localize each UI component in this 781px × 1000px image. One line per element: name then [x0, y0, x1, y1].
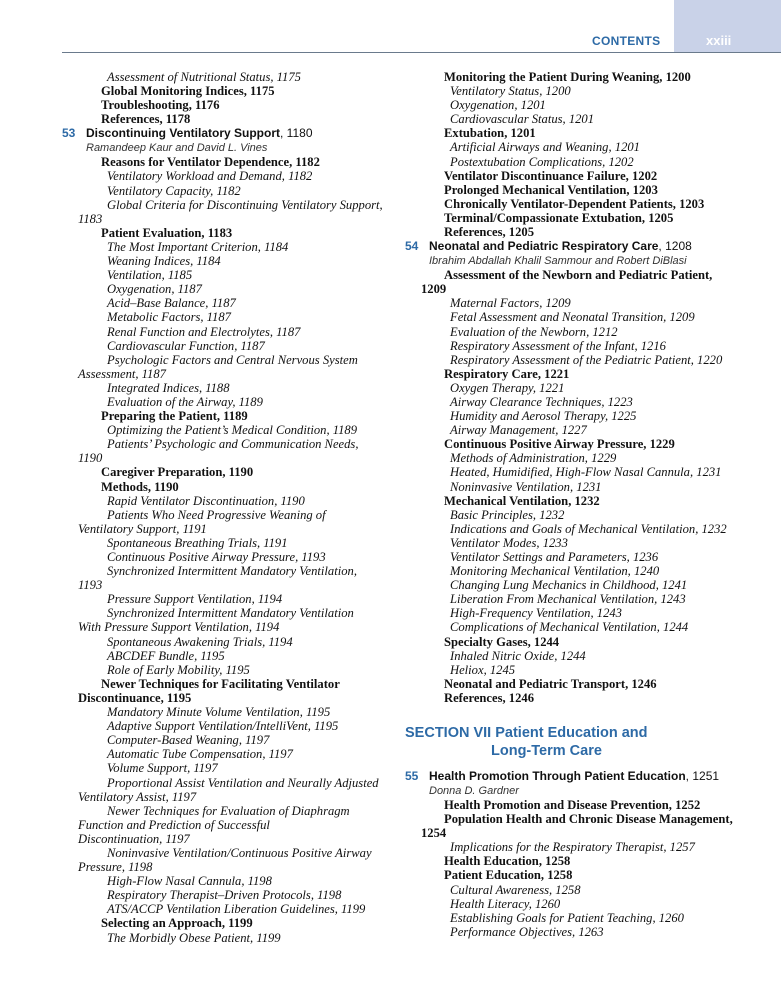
toc-subheading-entry[interactable]: Acid–Base Balance, 1187: [107, 296, 236, 311]
toc-subheading-entry[interactable]: Oxygen Therapy, 1221: [450, 380, 565, 395]
toc-subheading-entry[interactable]: Performance Objectives, 1263: [450, 924, 604, 939]
running-head: CONTENTS: [592, 34, 661, 48]
toc-subheading-entry[interactable]: Psychologic Factors and Central Nervous System: [107, 352, 358, 367]
toc-subheading-entry[interactable]: Airway Clearance Techniques, 1223: [450, 394, 633, 409]
chapter-authors: Donna D. Gardner: [429, 785, 519, 797]
toc-subheading-entry[interactable]: Health Literacy, 1260: [450, 896, 561, 911]
page-number: xxiii: [706, 33, 732, 48]
toc-heading-entry[interactable]: Monitoring the Patient During Weaning, 1200: [444, 70, 691, 84]
header-rule: [62, 52, 781, 53]
toc-subheading-entry[interactable]: Continuous Positive Airway Pressure, 1193: [107, 550, 326, 564]
toc-heading-entry[interactable]: Neonatal and Pediatric Transport, 1246: [444, 676, 657, 691]
toc-subheading-entry[interactable]: Evaluation of the Airway, 1189: [107, 394, 263, 409]
toc-subheading-entry[interactable]: Metabolic Factors, 1187: [107, 310, 231, 325]
toc-subheading-entry[interactable]: Implications for the Respiratory Therapist, 1257: [450, 840, 695, 855]
toc-subheading-entry[interactable]: ABCDEF Bundle, 1195: [107, 648, 225, 663]
toc-subheading-entry[interactable]: Maternal Factors, 1209: [450, 296, 571, 311]
section-heading-line1: SECTION VII Patient Education and: [405, 725, 648, 741]
toc-subheading-entry[interactable]: Cardiovascular Status, 1201: [450, 112, 595, 127]
toc-subheading-entry[interactable]: Integrated Indices, 1188: [107, 380, 230, 395]
toc-heading-entry[interactable]: Extubation, 1201: [444, 126, 536, 141]
toc-subheading-entry[interactable]: Ventilator Modes, 1233: [450, 535, 568, 550]
toc-heading-entry[interactable]: Newer Techniques for Facilitating Ventilator: [101, 676, 340, 691]
toc-subheading-entry[interactable]: Humidity and Aerosol Therapy, 1225: [450, 409, 637, 424]
toc-heading-entry[interactable]: Population Health and Chronic Disease Management,: [444, 812, 733, 827]
toc-heading-entry[interactable]: Health Education, 1258: [444, 854, 571, 869]
toc-heading-entry[interactable]: Methods, 1190: [101, 479, 179, 494]
toc-subheading-entry[interactable]: Complications of Mechanical Ventilation, 1244: [450, 620, 689, 635]
toc-subheading-entry[interactable]: Ventilator Settings and Parameters, 1236: [450, 550, 659, 564]
toc-subheading-entry[interactable]: Noninvasive Ventilation, 1231: [450, 479, 602, 494]
toc-heading-entry[interactable]: Continuous Positive Airway Pressure, 1229: [444, 437, 675, 452]
chapter-page: , 1180: [280, 126, 313, 141]
toc-subheading-entry[interactable]: Liberation From Mechanical Ventilation, 1243: [450, 592, 686, 607]
toc-subheading-entry[interactable]: Oxygenation, 1201: [450, 98, 546, 113]
toc-heading-entry[interactable]: Patient Education, 1258: [444, 868, 573, 883]
chapter-entry[interactable]: [62, 126, 402, 141]
chapter-title: Neonatal and Pediatric Respiratory Care: [429, 239, 659, 254]
toc-left-column: [62, 70, 402, 945]
toc-heading-entry[interactable]: Reasons for Ventilator Dependence, 1182: [101, 155, 320, 170]
chapter-page: , 1208: [658, 239, 692, 254]
toc-heading-entry[interactable]: Global Monitoring Indices, 1175: [101, 84, 275, 99]
toc-subheading-entry[interactable]: Postextubation Complications, 1202: [450, 154, 634, 169]
toc-subheading-entry[interactable]: Spontaneous Awakening Trials, 1194: [107, 634, 293, 649]
toc-subheading-entry[interactable]: Oxygenation, 1187: [107, 282, 202, 297]
toc-subheading-continuation[interactable]: Ventilatory Support, 1191: [78, 521, 207, 536]
toc-subheading-entry[interactable]: The Most Important Criterion, 1184: [107, 239, 289, 254]
toc-heading-entry[interactable]: Patient Evaluation, 1183: [101, 225, 233, 240]
toc-subheading-entry[interactable]: Renal Function and Electrolytes, 1187: [107, 324, 301, 339]
section-heading: [405, 724, 648, 760]
toc-subheading-entry[interactable]: Airway Management, 1227: [450, 423, 587, 438]
toc-subheading-continuation[interactable]: Ventilatory Assist, 1197: [78, 789, 197, 804]
chapter-number: 54: [405, 239, 419, 254]
toc-heading-continuation[interactable]: 1209: [421, 282, 447, 297]
toc-subheading-entry[interactable]: Methods of Administration, 1229: [450, 451, 617, 466]
toc-subheading-entry[interactable]: Ventilatory Workload and Demand, 1182: [107, 169, 313, 184]
toc-subheading-entry[interactable]: Evaluation of the Newborn, 1212: [450, 324, 618, 339]
toc-right-column: [405, 70, 745, 705]
toc-subheading-entry[interactable]: Optimizing the Patient’s Medical Condition, 1189: [107, 423, 357, 438]
toc-subheading-entry[interactable]: Basic Principles, 1232: [450, 507, 565, 522]
toc-subheading-entry[interactable]: Volume Support, 1197: [107, 761, 218, 776]
chapter-page: , 1251: [685, 769, 720, 783]
toc-subheading-continuation[interactable]: 1193: [78, 578, 103, 593]
toc-heading-entry[interactable]: Respiratory Care, 1221: [444, 366, 570, 381]
toc-heading-entry[interactable]: Preparing the Patient, 1189: [101, 409, 248, 424]
toc-subheading-entry[interactable]: Weaning Indices, 1184: [107, 254, 221, 269]
toc-subheading-entry[interactable]: Heliox, 1245: [450, 662, 516, 677]
toc-heading-entry[interactable]: Selecting an Approach, 1199: [101, 916, 253, 931]
toc-subheading-entry[interactable]: Changing Lung Mechanics in Childhood, 1241: [450, 578, 688, 593]
toc-subheading-entry[interactable]: The Morbidly Obese Patient, 1199: [107, 930, 281, 945]
toc-heading-entry[interactable]: Caregiver Preparation, 1190: [101, 465, 254, 480]
toc-subheading-entry[interactable]: Adaptive Support Ventilation/IntelliVent, 1195: [107, 719, 339, 734]
toc-heading-entry[interactable]: Terminal/Compassionate Extubation, 1205: [444, 210, 674, 225]
toc-subheading-entry[interactable]: Respiratory Assessment of the Pediatric Patient, 1220: [450, 352, 723, 367]
toc-subheading-continuation[interactable]: 1190: [78, 451, 103, 466]
toc-heading-entry[interactable]: References, 1178: [101, 112, 191, 127]
toc-subheading-continuation[interactable]: Function and Prediction of Successful: [78, 817, 270, 832]
toc-right-column-after-section: [405, 769, 745, 939]
chapter-entry[interactable]: [405, 769, 745, 784]
toc-heading-entry[interactable]: Assessment of the Newborn and Pediatric Patient,: [444, 268, 713, 283]
toc-subheading-entry[interactable]: Artificial Airways and Weaning, 1201: [450, 140, 640, 155]
toc-subheading-entry[interactable]: Establishing Goals for Patient Teaching, 1260: [450, 910, 684, 925]
toc-subheading-entry[interactable]: Ventilation, 1185: [107, 268, 193, 283]
chapter-authors: Ramandeep Kaur and David L. Vines: [86, 142, 268, 155]
chapter-number: 55: [405, 769, 419, 783]
toc-subheading-entry[interactable]: Computer-Based Weaning, 1197: [107, 733, 270, 748]
toc-subheading-entry[interactable]: Newer Techniques for Evaluation of Diaphragm: [107, 803, 350, 818]
toc-subheading-entry[interactable]: Heated, Humidified, High-Flow Nasal Cannula, 1231: [450, 465, 722, 480]
toc-heading-entry[interactable]: References, 1246: [444, 690, 534, 705]
toc-subheading-continuation[interactable]: Pressure, 1198: [78, 860, 153, 875]
toc-subheading-entry[interactable]: High-Flow Nasal Cannula, 1198: [107, 874, 272, 889]
toc-subheading-entry[interactable]: Ventilatory Status, 1200: [450, 84, 571, 99]
toc-heading-entry[interactable]: Prolonged Mechanical Ventilation, 1203: [444, 182, 658, 197]
toc-subheading-entry[interactable]: Monitoring Mechanical Ventilation, 1240: [450, 564, 660, 579]
toc-heading-entry[interactable]: Ventilator Discontinuance Failure, 1202: [444, 168, 658, 183]
toc-subheading-entry[interactable]: Patients’ Psychologic and Communication Needs,: [107, 437, 359, 452]
toc-subheading-entry[interactable]: Respiratory Assessment of the Infant, 1216: [450, 338, 666, 353]
toc-subheading-entry[interactable]: Rapid Ventilator Discontinuation, 1190: [107, 493, 305, 508]
toc-subheading-entry[interactable]: Cultural Awareness, 1258: [450, 882, 581, 897]
toc-subheading-entry[interactable]: Mandatory Minute Volume Ventilation, 1195: [107, 705, 331, 720]
toc-subheading-entry[interactable]: Inhaled Nitric Oxide, 1244: [450, 648, 586, 663]
toc-subheading-entry[interactable]: Respiratory Therapist–Driven Protocols, 1198: [107, 888, 342, 903]
section-heading-line2: Long-Term Care: [491, 743, 602, 759]
toc-subheading-entry[interactable]: Role of Early Mobility, 1195: [107, 662, 250, 677]
toc-heading-entry[interactable]: Troubleshooting, 1176: [101, 98, 220, 113]
toc-subheading-continuation[interactable]: With Pressure Support Ventilation, 1194: [78, 620, 280, 635]
toc-subheading-entry[interactable]: Spontaneous Breathing Trials, 1191: [107, 535, 288, 550]
toc-subheading-continuation[interactable]: 1183: [78, 211, 103, 226]
toc-subheading-entry[interactable]: Ventilatory Capacity, 1182: [107, 183, 241, 198]
toc-heading-entry[interactable]: Mechanical Ventilation, 1232: [444, 493, 600, 508]
chapter-authors: Ibrahim Abdallah Khalil Sammour and Robert DiBlasi: [429, 255, 687, 268]
toc-heading-entry[interactable]: Health Promotion and Disease Prevention, 1252: [444, 798, 701, 812]
toc-subheading-entry[interactable]: Global Criteria for Discontinuing Ventilatory Support,: [107, 197, 383, 212]
toc-heading-entry[interactable]: Specialty Gases, 1244: [444, 634, 560, 649]
chapter-title: Health Promotion Through Patient Education: [429, 769, 686, 783]
toc-subheading-entry[interactable]: Fetal Assessment and Neonatal Transition, 1209: [450, 310, 695, 325]
toc-subheading-entry[interactable]: Synchronized Intermittent Mandatory Ventilation: [107, 606, 354, 621]
toc-subheading-continuation[interactable]: Discontinuation, 1197: [78, 831, 190, 846]
toc-subheading-entry[interactable]: Proportional Assist Ventilation and Neurally Adjusted: [107, 775, 379, 790]
toc-subheading-entry[interactable]: Pressure Support Ventilation, 1194: [107, 592, 283, 607]
toc-subheading-entry[interactable]: Noninvasive Ventilation/Continuous Positive Airway: [107, 845, 372, 860]
toc-subheading-entry[interactable]: ATS/ACCP Ventilation Liberation Guidelines, 1199: [107, 902, 366, 917]
toc-subheading-entry[interactable]: Indications and Goals of Mechanical Ventilation, 1232: [450, 521, 727, 536]
chapter-number: 53: [62, 126, 76, 141]
toc-subheading-entry[interactable]: High-Frequency Ventilation, 1243: [450, 606, 622, 621]
toc-subheading-entry[interactable]: Patients Who Need Progressive Weaning of: [107, 507, 326, 522]
toc-subheading-entry[interactable]: Automatic Tube Compensation, 1197: [107, 747, 293, 762]
toc-subheading-continuation[interactable]: Assessment, 1187: [78, 366, 166, 381]
toc-subheading-entry[interactable]: Synchronized Intermittent Mandatory Ventilation,: [107, 564, 357, 579]
toc-heading-continuation[interactable]: Discontinuance, 1195: [78, 690, 192, 705]
toc-heading-entry[interactable]: Chronically Ventilator-Dependent Patients, 1203: [444, 196, 705, 211]
toc-subheading-entry[interactable]: Cardiovascular Function, 1187: [107, 338, 265, 353]
chapter-title: Discontinuing Ventilatory Support: [86, 126, 281, 141]
toc-heading-entry[interactable]: References, 1205: [444, 225, 534, 240]
chapter-entry[interactable]: [405, 239, 745, 254]
toc-subheading-entry[interactable]: Assessment of Nutritional Status, 1175: [107, 70, 301, 84]
toc-heading-continuation[interactable]: 1254: [421, 826, 447, 841]
